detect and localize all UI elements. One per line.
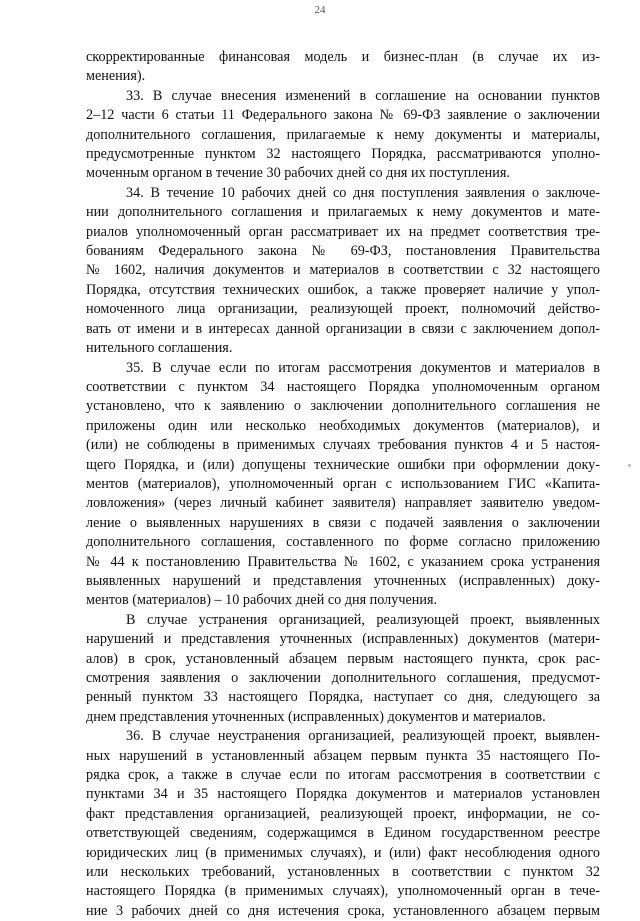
body-text <box>86 48 600 921</box>
text-line: (или) не соблюдены в применимых случаях требования пунктов 4 и 5 настоя- <box>86 437 600 454</box>
text-line: настоящего Порядка (в применимых случаях), уполномоченный орган в тече- <box>86 883 600 900</box>
text-line: ментов (материалов) – 10 рабочих дней со дня получения. <box>86 592 438 609</box>
text-line: ответствующей сведениям, содержащимся в Едином государственном реестре <box>86 825 600 842</box>
text-line: дополнительного соглашения, составленного по форме согласно приложению <box>86 534 600 551</box>
text-line: юридических лиц (в применимых случаях), и (или) факт несоблюдения одного <box>86 844 600 861</box>
text-line: алов) в срок, установленный абзацем первым настоящего пункта, срок рас- <box>86 650 600 667</box>
text-line: нии дополнительного соглашения и прилагаемых к нему документов и мате- <box>86 204 600 221</box>
margin-mark <box>628 464 631 467</box>
text-line: днем представления уточненных (исправленных) документов и материалов. <box>86 708 546 725</box>
text-line: факт представления организацией, реализующей проект, информации, не со- <box>86 805 600 822</box>
text-line: щего Порядка, и (или) допущены технические ошибки при оформлении доку- <box>86 456 600 473</box>
text-line: В случае устранения организацией, реализующей проект, выявленных <box>126 611 600 628</box>
text-line: бованиям Федерального закона № 69-ФЗ, постановления Правительства <box>86 243 600 260</box>
text-line: моченным органом в течение 30 рабочих дней со дня их поступления. <box>86 165 510 182</box>
text-line: ных нарушений в установленный абзацем первым пункта 35 настоящего По- <box>86 747 600 764</box>
text-line: ловложения» (через личный кабинет заявителя) направляет заявителю уведом- <box>86 495 600 512</box>
text-line: предусмотренные пунктом 32 настоящего Порядка, рассматриваются уполно- <box>86 146 600 163</box>
text-line: ментов (материалов), уполномоченный орган с использованием ГИС «Капита- <box>86 475 600 492</box>
text-line: ление о выявленных нарушениях в связи с подачей заявления о заключении <box>86 514 600 531</box>
text-line: нительного соглашения. <box>86 340 233 357</box>
text-line: Порядка, отсутствия технических ошибок, а также проверяет наличие у упол- <box>86 281 600 298</box>
text-line: № 1602, наличия документов и материалов в соответствии с 32 настоящего <box>86 262 600 279</box>
text-line: № 44 к постановлению Правительства № 1602, с указанием срока устранения <box>86 553 600 570</box>
text-line: установлено, что к заявлению о заключении дополнительного соглашения не <box>86 398 600 415</box>
text-line: менения). <box>86 68 146 85</box>
text-line: 35. В случае если по итогам рассмотрения документов и материалов в <box>126 359 600 376</box>
text-line: ренный пунктом 33 настоящего Порядка, наступает со дня, следующего за <box>86 689 600 706</box>
page-number: 24 <box>314 4 326 16</box>
text-line: скорректированные финансовая модель и бизнес-план (в случае их из- <box>86 49 600 65</box>
text-line: выявленных нарушений и представления уточненных (исправленных) доку- <box>86 572 600 589</box>
text-line: дополнительного соглашения, прилагаемые к нему документы и материалы, <box>86 126 600 143</box>
text-line: 34. В течение 10 рабочих дней со дня поступления заявления о заключе- <box>126 184 600 201</box>
text-line: ние 3 рабочих дней со дня истечения срока, установленного абзацем первым <box>86 902 600 919</box>
text-line: или нескольких требований, установленных в соответствии с пунктом 32 <box>86 864 600 881</box>
text-line: 36. В случае неустранения организацией, реализующей проект, выявлен- <box>126 728 600 745</box>
text-line: соответствии с пунктом 34 настоящего Порядка уполномоченным органом <box>86 378 600 395</box>
text-line: вать от имени и в интересах данной организации в связи с заключением допол- <box>86 320 600 337</box>
text-line: смотрения заявления о заключении дополнительного соглашения, предусмот- <box>86 670 600 686</box>
text-line: номоченного лица организации, реализующей проект, полномочий действо- <box>86 301 600 318</box>
text-line: приложены один или несколько необходимых документов (материалов), и <box>86 417 600 434</box>
text-line: пунктами 34 и 35 настоящего Порядка документов и материалов установлен <box>86 786 600 803</box>
text-line: рядка срок, а также в случае если по итогам рассмотрения в соответствии с <box>86 767 600 784</box>
text-line: 2–12 части 6 статьи 11 Федерального закона № 69-ФЗ заявление о заключении <box>86 107 600 124</box>
text-line: 33. В случае внесения изменений в соглашение на основании пунктов <box>126 87 600 104</box>
text-line: нарушений и представления уточненных (исправленных) документов (матери- <box>86 631 600 648</box>
text-line: риалов уполномоченный орган рассматривает их на предмет соответствия тре- <box>86 223 600 240</box>
